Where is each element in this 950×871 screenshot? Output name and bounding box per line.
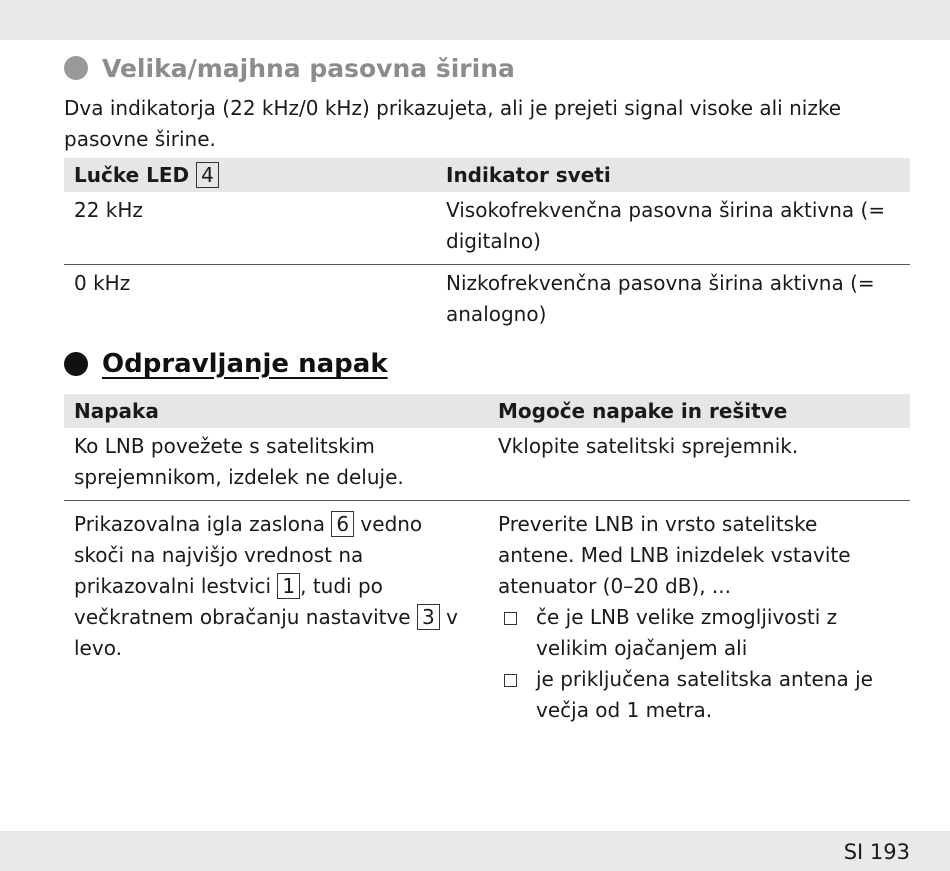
led-indicator-table xyxy=(64,158,910,337)
bullet-dot-icon xyxy=(64,352,88,376)
option-list xyxy=(498,602,900,726)
solution-text: Preverite LNB in vrsto satelitske antene. Med LNB inizdelek vstavite atenuator (0–20 dB), ... xyxy=(498,512,851,598)
bullet-dot-icon xyxy=(64,56,88,80)
section-title: Odpravljanje napak xyxy=(102,349,388,379)
intro-paragraph: Dva indikatorja (22 kHz/0 kHz) prikazujeta, ali je prejeti signal visoke ali nizke pasovne širine. xyxy=(64,96,842,151)
cell-led: 22 kHz xyxy=(64,192,436,265)
reference-number: 3 xyxy=(417,604,440,630)
cell-meaning: Visokofrekvenčna pasovna širina aktivna (= digitalno) xyxy=(436,192,910,265)
table-row xyxy=(64,501,910,734)
table-header-row xyxy=(64,394,910,428)
table-row xyxy=(64,428,910,501)
list-item: je priključena satelitska antena je večja od 1 metra. xyxy=(498,664,900,726)
table-row xyxy=(64,192,910,265)
header-leds: Lučke LED 4 xyxy=(64,158,436,192)
cell-solution xyxy=(488,501,910,734)
header-indicator: Indikator sveti xyxy=(436,158,910,192)
cell-fault: Prikazovalna igla zaslona 6 vedno skoči na najvišjo vrednost na prikazovalni lestvici 1 , tudi po večkratnem obračanju nastavitve 3 v levo. xyxy=(74,512,458,660)
section-title: Velika/majhna pasovna širina xyxy=(102,53,515,83)
table-header-row xyxy=(64,158,910,192)
section-heading-bandwidth xyxy=(64,50,515,86)
checkbox-square-icon xyxy=(504,612,517,625)
table-row xyxy=(64,265,910,338)
troubleshooting-table xyxy=(64,394,910,733)
cell-meaning: Nizkofrekvenčna pasovna širina aktivna (= analogno) xyxy=(446,271,875,326)
top-band xyxy=(0,0,950,40)
footer-band xyxy=(0,831,950,871)
reference-number: 6 xyxy=(331,511,354,537)
header-fault: Napaka xyxy=(64,394,488,428)
list-item: če je LNB velike zmogljivosti z velikim ojačanjem ali xyxy=(498,602,900,664)
reference-number: 4 xyxy=(196,162,219,188)
reference-number: 1 xyxy=(277,573,300,599)
checkbox-square-icon xyxy=(504,674,517,687)
header-solutions: Mogoče napake in rešitve xyxy=(488,394,910,428)
cell-solution: Vklopite satelitski sprejemnik. xyxy=(488,428,910,501)
section-heading-troubleshooting xyxy=(64,346,388,382)
page-number: SI 193 xyxy=(843,840,910,864)
cell-fault: Ko LNB povežete s satelitskim sprejemnikom, izdelek ne deluje. xyxy=(64,428,488,501)
cell-led: 0 kHz xyxy=(74,271,131,295)
